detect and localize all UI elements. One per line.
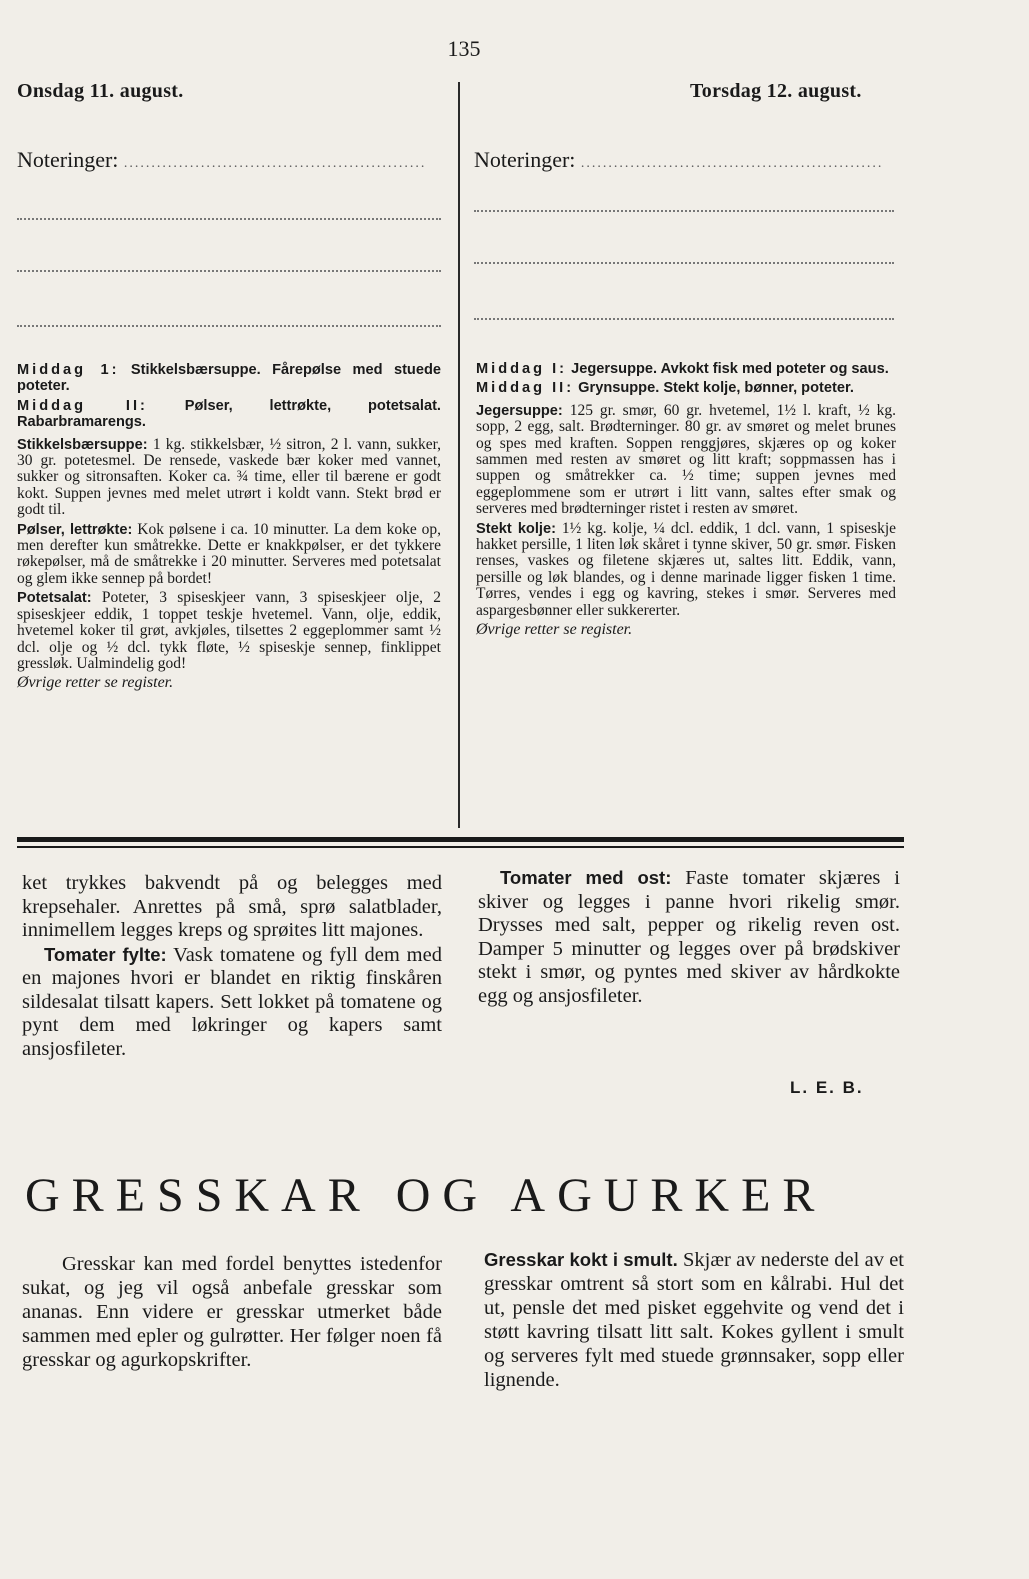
left-recipe-2: Pølser, lettrøkte: Kok pølsene i ca. 10 minutter. La dem koke op, men derefter kun småtrekke. Dette er knakkpølser, er det tykkere røkepølser, må de småtrekke i 20 minutter. Serveres med potetsalat og glem ikke sennep på bordet!: [17, 520, 441, 587]
section-right-column: [484, 1248, 904, 1392]
section-intro-paragraph: Gresskar kan med fordel benyttes istedenfor sukat, og jeg vil også anbefale gresskar som ananas. Enn videre er gresskar utmerket både sammen med epler og gulrøtter. Her følger noen få gresskar og agurkopskrifter.: [22, 1253, 442, 1371]
right-menu-column: [476, 361, 896, 642]
left-day-title: Onsdag 11. august.: [17, 80, 184, 102]
section-rule-thick: [17, 837, 904, 842]
section-heading: GRESSKAR OG AGURKER: [25, 1169, 827, 1222]
left-dinner-1: Middag 1: Stikkelsbærsuppe. Fårepølse med stuede poteter.: [17, 362, 441, 395]
right-recipe-1: Jegersuppe: 125 gr. smør, 60 gr. hvetemel, 1½ l. kraft, ½ kg. sopp, 2 egg, salt. Brødterninger. 80 gr. av smøret og melet brunes og spes med kraften. Soppen renggjøres, skjæres op og koker sammen med resten av smøret og litt kraft; soppmassen has i suppen og småtrekker ca. ½ time; suppen jevnes med eggeplommene som er utrørt i litt vann, saltes efter smak og serveres med brødterninger ristet i resten av smøret.: [476, 401, 896, 518]
left-notes-dotline-2: [17, 270, 441, 272]
dot-leader: .......................................................: [123, 156, 427, 171]
author-signature: L. E. B.: [790, 1078, 864, 1097]
section-rule-thin: [17, 846, 904, 848]
dot-leader: .......................................................: [580, 156, 884, 171]
right-dinner-1: Middag I: Jegersuppe. Avkokt fisk med poteter og saus.: [476, 361, 889, 377]
right-dinner-2: Middag II: Grynsuppe. Stekt kolje, bønner, poteter.: [476, 380, 854, 397]
section-recipe-paragraph: Gresskar kokt i smult. Skjær av nederste del av et gresskar omtrent så stort som en kålrabi. Hul det ut, pensle det med pisket eggehvite og vend det i støtt kavring tilsatt litt salt. Kokes gyllent i smult og serveres fylt med stuede grønnsaker, sopp eller lignende.: [484, 1249, 904, 1391]
right-notes-dotline-2: [474, 262, 894, 264]
right-recipe-2: Stekt kolje: 1½ kg. kolje, ¼ dcl. eddik, 1 dcl. vann, 1 spiseskje hakket persille, 1 liten løk skåret i tynne skiver, 50 gr. smør. Fisken renses, vaskes og filetene skjæres ut, saltes litt. Eddik, vann, persille og løk blandes, og i denne marinade ligger fisken 1 time. Tørres, vendes i egg og kavring, stekes i smør. Serveres med aspargesbønner eller sukkererter.: [476, 519, 897, 619]
right-notes-dotline-1: [474, 210, 894, 212]
left-recipe-3: Potetsalat: Poteter, 3 spiseskjeer vann, 3 spiseskjeer olje, 2 spiseskjeer eddik, 1 toppet teskje hvetemel. Vann, olje, eddik, hvetemel koker til grøt, avkjøles, tilsettes 2 eggeplommer samt ½ dcl. olje og ½ dcl. tykk fløte, ½ spiseskje sennep, finklippet gressløk. Ualmindelig god!: [17, 589, 441, 672]
left-menu-column: [17, 362, 441, 695]
left-notes-label: Noteringer:: [17, 147, 119, 172]
right-notes-line: [474, 147, 894, 173]
middle-right-paragraph-1: Tomater med ost: Faste tomater skjæres i skiver og legges i panne hvori rikelig smør. Drysses med salt, pepper og rikelig reven ost. Damper 5 minutter og legges over på brødskiver stekt i smør, og pyntes med skiver av hårdkokte egg og ansjosfileter.: [478, 867, 900, 1007]
left-notes-line: [17, 147, 441, 173]
left-recipe-1: Stikkelsbærsuppe: 1 kg. stikkelsbær, ½ sitron, 2 l. vann, sukker, 30 gr. potetesmel. De rensede, vaskede bær koker med vannet, sukker og sitronsaften. Koker ca. ¾ time, eller til bærene er godt kokt. Suppen jevnes med melet utrørt i koldt vann. Stekt brød er godt til.: [17, 435, 441, 519]
middle-left-paragraph-2: Tomater fylte: Vask tomatene og fyll dem med en majones hvori er blandet en riktig finskåren sildesalat tilsatt kapers. Sett lokket på tomatene og pynt dem med løkringer og kapers samt ansjosfileter.: [22, 943, 442, 1060]
left-dinner-2: Middag II: Pølser, lettrøkte, potetsalat. Rabarbramarengs.: [17, 397, 441, 431]
column-divider: [458, 82, 460, 828]
section-left-column: [22, 1252, 442, 1372]
right-notes-label: Noteringer:: [474, 147, 576, 172]
right-notes-dotline-3: [474, 318, 894, 320]
right-other-dishes: Øvrige retter se register.: [476, 621, 633, 639]
middle-right-column: [478, 866, 900, 1008]
middle-left-column: [22, 872, 442, 1061]
left-other-dishes: Øvrige retter se register.: [17, 674, 174, 692]
middle-left-paragraph-1: ket trykkes bakvendt på og belegges med krepsehaler. Anrettes på små, sprø salatblader, innimellem legges kreps og sprøites litt majones.: [22, 872, 442, 941]
page-number: 135: [447, 36, 481, 61]
left-notes-dotline-1: [17, 218, 441, 220]
right-day-title: Torsdag 12. august.: [690, 80, 862, 102]
left-notes-dotline-3: [17, 325, 441, 327]
